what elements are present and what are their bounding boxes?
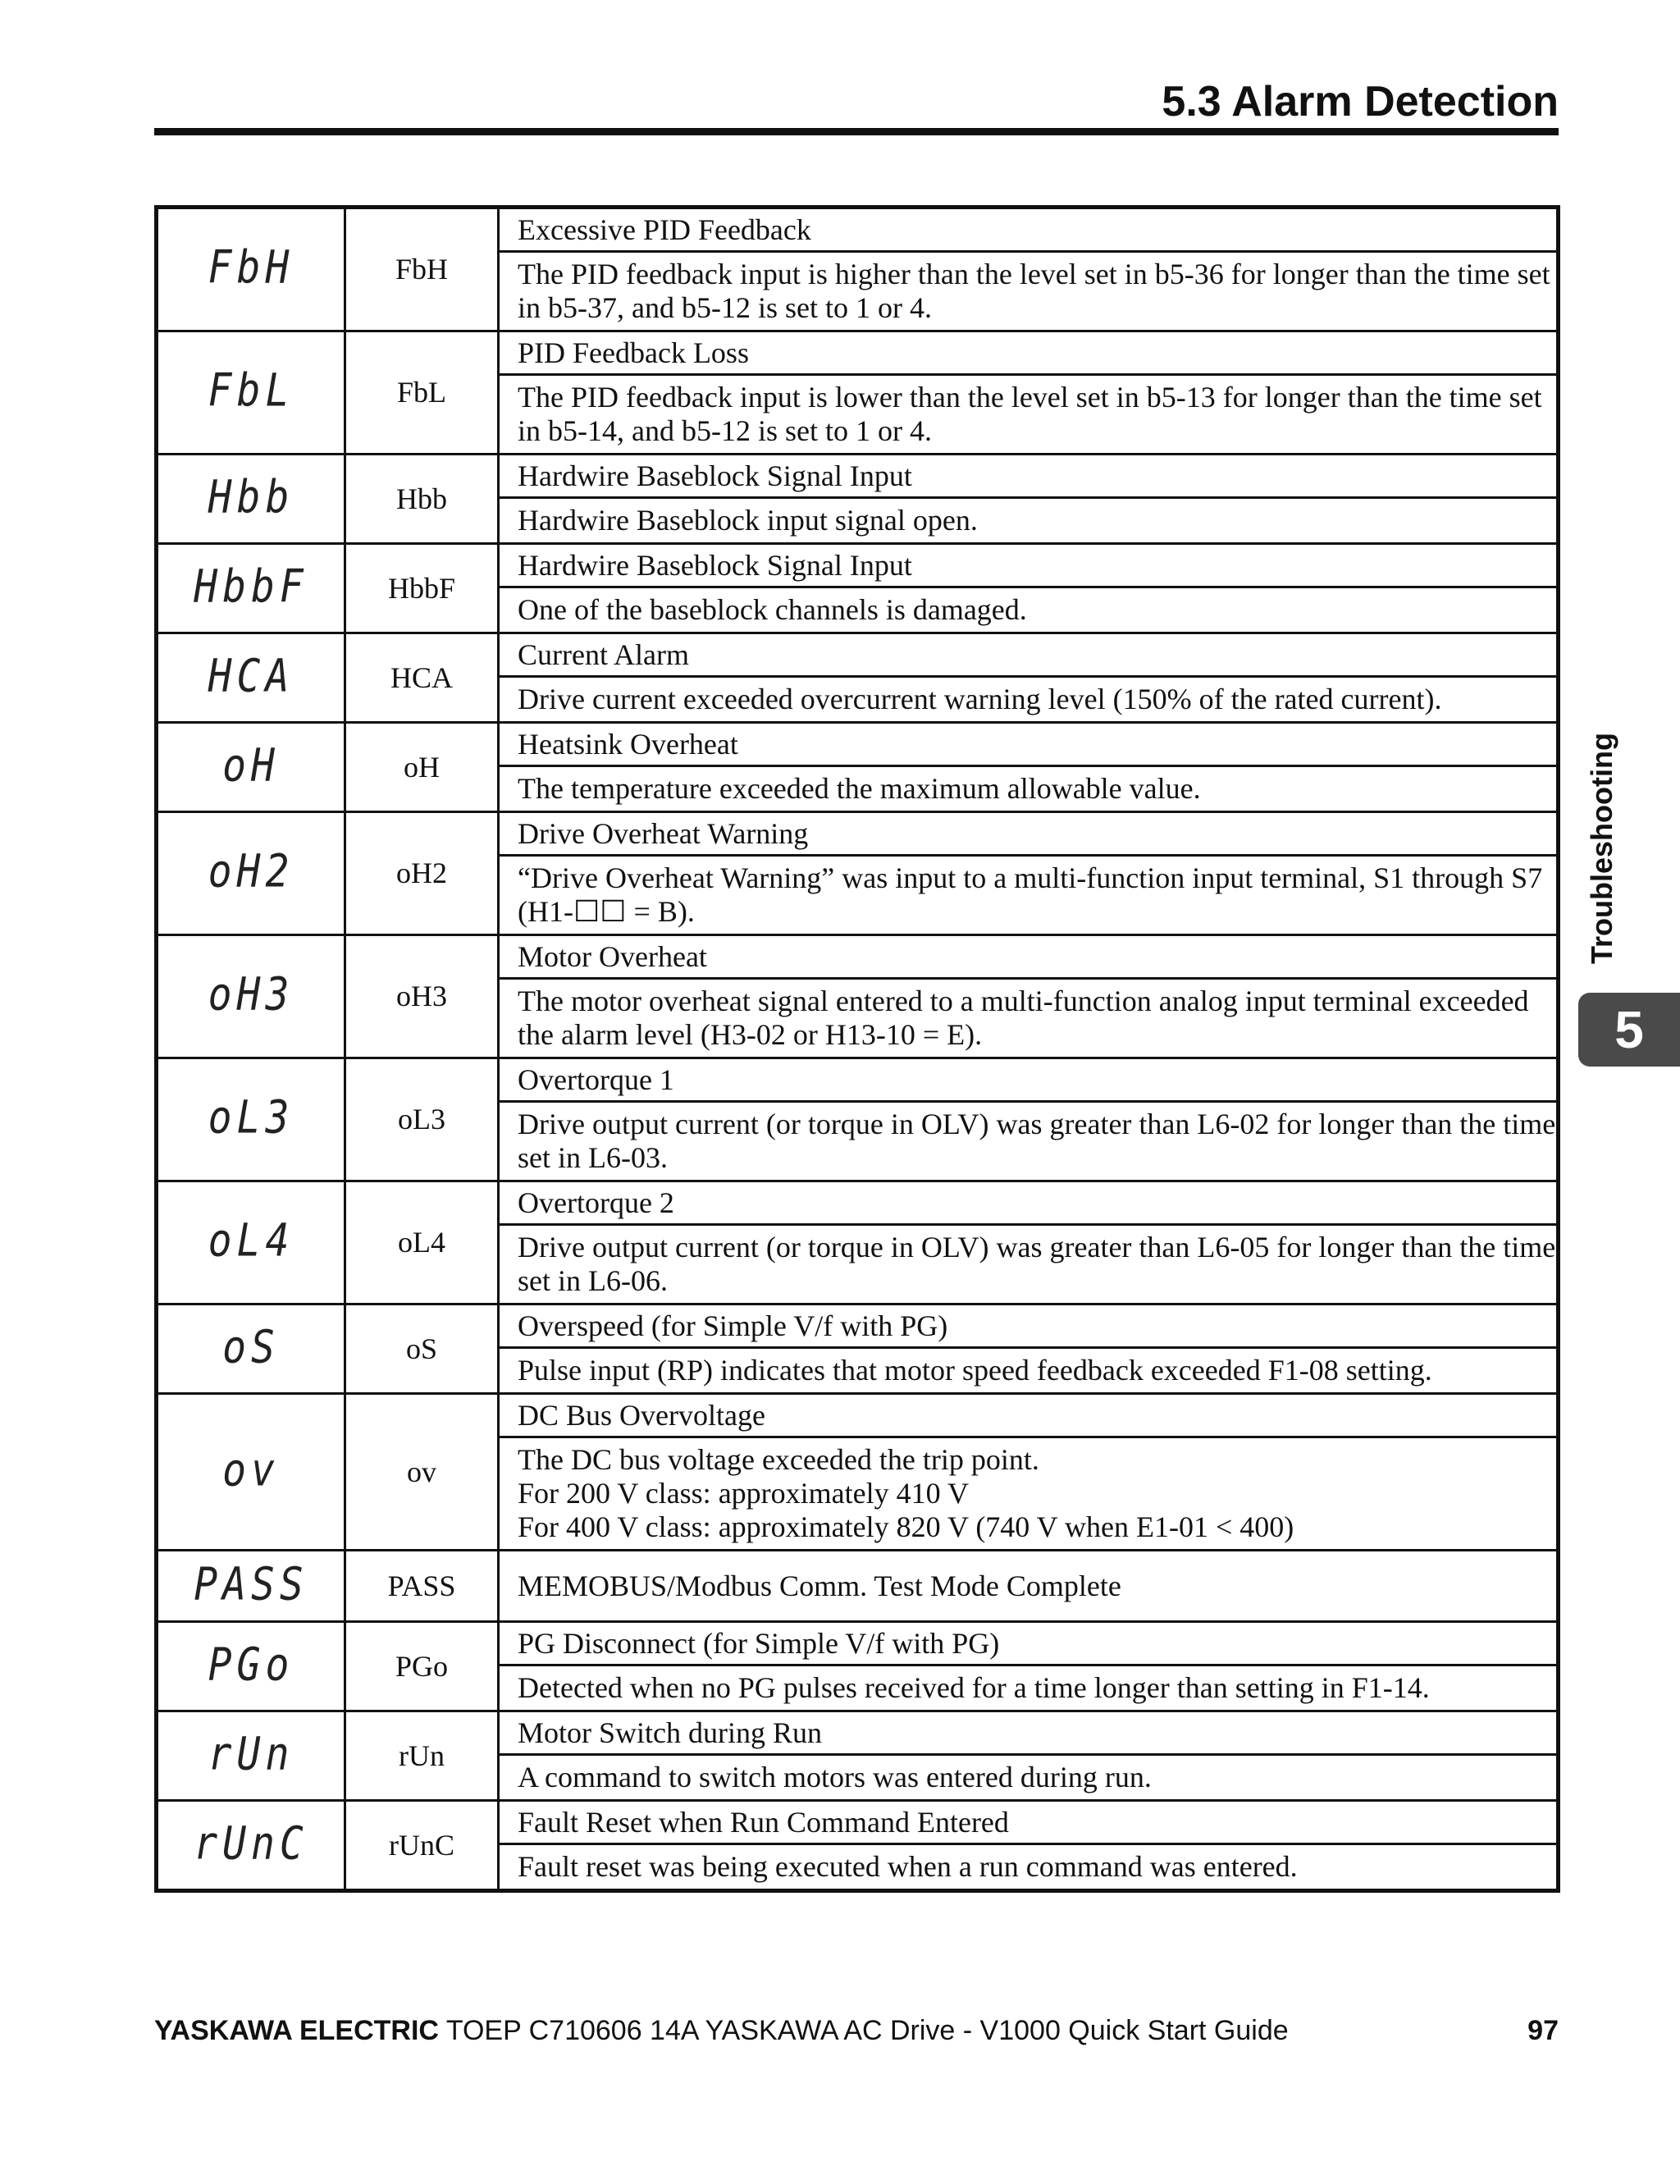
digital-operator-display: oL3 <box>208 1090 294 1145</box>
digital-operator-display: oH <box>222 738 280 792</box>
digital-operator-display: PGo <box>208 1638 294 1691</box>
digital-operator-display: HbbF <box>194 560 308 613</box>
alarm-row <box>157 1711 1559 1755</box>
alarm-code: rUn <box>345 1711 499 1801</box>
digital-operator-display: rUn <box>208 1727 294 1780</box>
digital-operator-display: PASS <box>194 1557 308 1611</box>
alarm-row <box>157 1801 1559 1844</box>
alarm-description: Detected when no PG pulses received for a time longer than setting in F1-14. <box>499 1665 1559 1711</box>
alarm-description: The PID feedback input is higher than the level set in b5-36 for longer than the time set in b5-37, and b5-12 is set to 1 or 4. <box>499 252 1559 331</box>
header-rule <box>154 128 1559 135</box>
alarm-row <box>157 208 1559 252</box>
alarm-name: Hardwire Baseblock Signal Input <box>499 544 1559 587</box>
alarm-code: FbH <box>345 208 499 331</box>
alarm-row <box>157 633 1559 677</box>
alarm-name: Fault Reset when Run Command Entered <box>499 1801 1559 1844</box>
alarm-display-cell <box>157 1181 345 1304</box>
alarm-display-cell <box>157 633 345 723</box>
alarm-name: Hardwire Baseblock Signal Input <box>499 455 1559 498</box>
alarm-code: oH3 <box>345 935 499 1058</box>
digital-operator-display: HCA <box>208 649 294 702</box>
alarm-description: Drive output current (or torque in OLV) was greater than L6-02 for longer than the time set in L6-03. <box>499 1102 1559 1181</box>
alarm-name: Excessive PID Feedback <box>499 208 1559 252</box>
alarm-display-cell <box>157 1551 345 1622</box>
alarm-code: oL4 <box>345 1181 499 1304</box>
alarm-name: MEMOBUS/Modbus Comm. Test Mode Complete <box>499 1551 1559 1622</box>
alarm-code: HCA <box>345 633 499 723</box>
alarm-name: Current Alarm <box>499 633 1559 677</box>
footer-doc-info <box>154 2015 1289 2047</box>
alarm-table <box>154 205 1560 1893</box>
digital-operator-display: oH2 <box>208 844 294 898</box>
alarm-display-cell <box>157 812 345 935</box>
alarm-row <box>157 544 1559 587</box>
footer-doc-title: TOEP C710606 14A YASKAWA AC Drive - V1000 Quick Start Guide <box>438 2015 1289 2046</box>
alarm-description: The DC bus voltage exceeded the trip point. For 200 V class: approximately 410 V For 400 V class: approximately 820 V (740 V when E1-01 < 400) <box>499 1437 1559 1551</box>
alarm-display-cell <box>157 455 345 544</box>
alarm-name: Motor Overheat <box>499 935 1559 979</box>
side-tab-label: Troubleshooting <box>1585 733 1618 964</box>
alarm-display-cell <box>157 1711 345 1801</box>
alarm-code: oH2 <box>345 812 499 935</box>
alarm-row <box>157 1394 1559 1437</box>
section-title: 5.3 Alarm Detection <box>1162 78 1559 126</box>
alarm-name: Overtorque 2 <box>499 1181 1559 1225</box>
alarm-name: DC Bus Overvoltage <box>499 1394 1559 1437</box>
alarm-description: Drive current exceeded overcurrent warning level (150% of the rated current). <box>499 677 1559 723</box>
alarm-display-cell <box>157 1801 345 1891</box>
alarm-row <box>157 1304 1559 1348</box>
digital-operator-display: FbL <box>208 363 294 418</box>
alarm-code: oH <box>345 723 499 812</box>
alarm-code: ov <box>345 1394 499 1551</box>
alarm-code: Hbb <box>345 455 499 544</box>
alarm-description: “Drive Overheat Warning” was input to a multi-function input terminal, S1 through S7 (H1-☐☐ = B). <box>499 856 1559 935</box>
footer-company: YASKAWA ELECTRIC <box>154 2015 439 2046</box>
alarm-name: PG Disconnect (for Simple V/f with PG) <box>499 1622 1559 1665</box>
alarm-description: The temperature exceeded the maximum allowable value. <box>499 766 1559 812</box>
alarm-description: Fault reset was being executed when a run command was entered. <box>499 1844 1559 1891</box>
alarm-description: Pulse input (RP) indicates that motor speed feedback exceeded F1-08 setting. <box>499 1348 1559 1394</box>
alarm-row <box>157 1551 1559 1622</box>
digital-operator-display: oS <box>222 1320 280 1373</box>
alarm-name: Drive Overheat Warning <box>499 812 1559 856</box>
alarm-display-cell <box>157 1304 345 1394</box>
alarm-row <box>157 935 1559 979</box>
alarm-display-cell <box>157 723 345 812</box>
alarm-description: Hardwire Baseblock input signal open. <box>499 498 1559 544</box>
alarm-row <box>157 812 1559 856</box>
digital-operator-display: oH3 <box>208 967 294 1021</box>
digital-operator-display: ov <box>222 1443 280 1496</box>
alarm-name: PID Feedback Loss <box>499 331 1559 375</box>
digital-operator-display: Hbb <box>208 470 294 523</box>
alarm-code: HbbF <box>345 544 499 633</box>
alarm-row <box>157 455 1559 498</box>
chapter-tab: 5 <box>1578 993 1680 1067</box>
alarm-description: Drive output current (or torque in OLV) was greater than L6-05 for longer than the time set in L6-06. <box>499 1225 1559 1304</box>
alarm-description: A command to switch motors was entered during run. <box>499 1755 1559 1801</box>
alarm-description: The PID feedback input is lower than the level set in b5-13 for longer than the time set in b5-14, and b5-12 is set to 1 or 4. <box>499 375 1559 455</box>
alarm-code: oS <box>345 1304 499 1394</box>
digital-operator-display: rUnC <box>194 1816 308 1870</box>
page-number: 97 <box>1527 2015 1559 2046</box>
alarm-display-cell <box>157 331 345 455</box>
alarm-description: One of the baseblock channels is damaged. <box>499 587 1559 633</box>
alarm-name: Motor Switch during Run <box>499 1711 1559 1755</box>
alarm-code: oL3 <box>345 1058 499 1181</box>
alarm-row <box>157 1058 1559 1102</box>
alarm-display-cell <box>157 208 345 331</box>
alarm-code: FbL <box>345 331 499 455</box>
alarm-name: Overspeed (for Simple V/f with PG) <box>499 1304 1559 1348</box>
alarm-display-cell <box>157 1058 345 1181</box>
alarm-name: Overtorque 1 <box>499 1058 1559 1102</box>
alarm-display-cell <box>157 1622 345 1711</box>
alarm-code: rUnC <box>345 1801 499 1891</box>
alarm-display-cell <box>157 935 345 1058</box>
digital-operator-display: FbH <box>208 240 294 295</box>
alarm-row <box>157 331 1559 375</box>
alarm-display-cell <box>157 1394 345 1551</box>
alarm-name: Heatsink Overheat <box>499 723 1559 766</box>
alarm-display-cell <box>157 544 345 633</box>
alarm-code: PGo <box>345 1622 499 1711</box>
alarm-description: The motor overheat signal entered to a multi-function analog input terminal exceeded the alarm level (H3-02 or H13-10 = E). <box>499 979 1559 1058</box>
digital-operator-display: oL4 <box>208 1213 294 1268</box>
alarm-row <box>157 1181 1559 1225</box>
alarm-code: PASS <box>345 1551 499 1622</box>
alarm-row <box>157 723 1559 766</box>
alarm-row <box>157 1622 1559 1665</box>
